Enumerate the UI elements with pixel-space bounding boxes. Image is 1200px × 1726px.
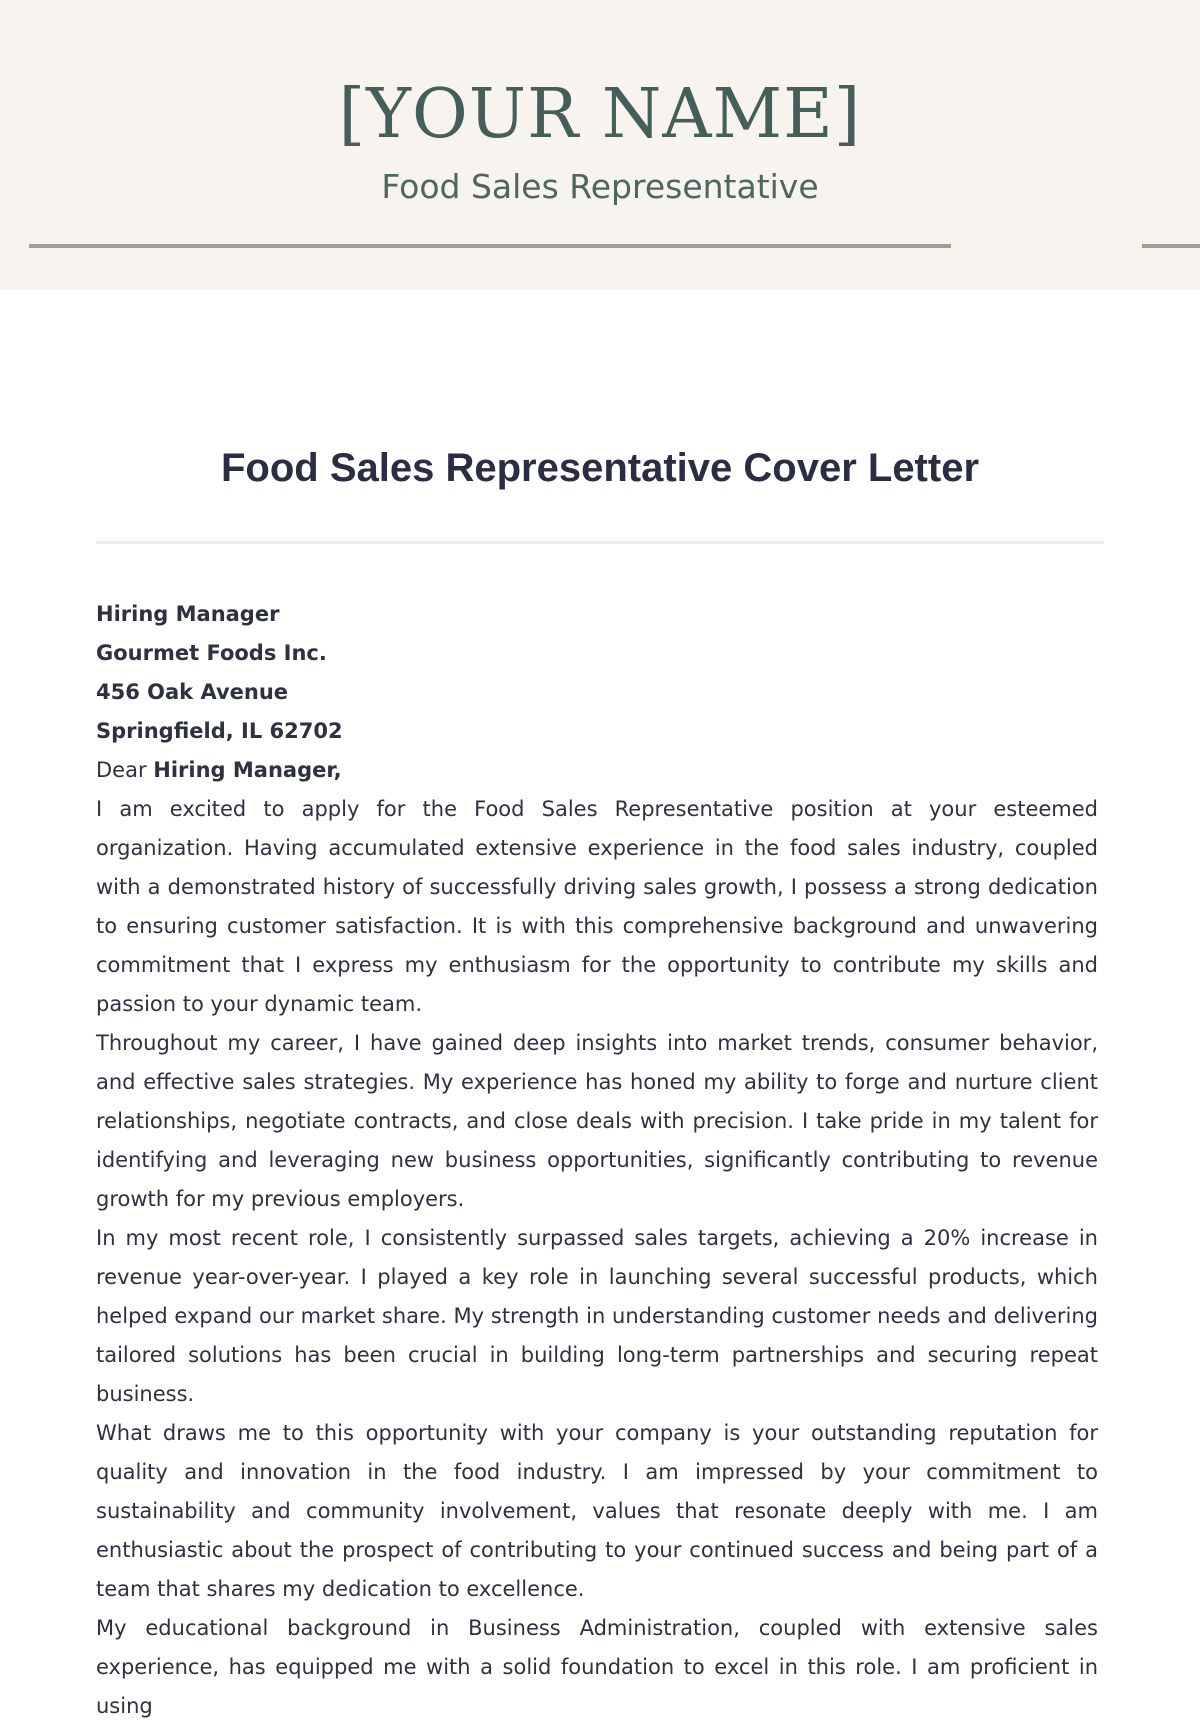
title-divider xyxy=(96,541,1104,544)
paragraph-intro: I am excited to apply for the Food Sales Representative position at your esteemed organization. Having accumulated extensive experience in the food sales industry, coupled with a demonstrated history of successfully driving sales growth, I possess a strong dedication to ensuring customer satisfaction. It is with this comprehensive background and unwavering commitment that I express my enthusiasm for the opportunity to contribute my skills and passion to your dynamic team. xyxy=(96,797,1098,1016)
header-banner xyxy=(0,0,1200,290)
applicant-name: [YOUR NAME] xyxy=(338,75,862,154)
recipient-company: Gourmet Foods Inc. xyxy=(96,641,327,665)
applicant-job-title: Food Sales Representative xyxy=(381,167,819,206)
header-divider-left xyxy=(29,244,951,248)
greeting-name: Hiring Manager, xyxy=(153,758,342,782)
document-title: Food Sales Representative Cover Letter xyxy=(220,446,980,490)
paragraph-education: My educational background in Business Administration, coupled with extensive sales experience, has equipped me with a solid foundation to excel in this role. I am proficient in using xyxy=(96,1616,1098,1718)
recipient-name: Hiring Manager xyxy=(96,602,280,626)
recipient-city: Springfield, IL 62702 xyxy=(96,719,343,743)
letter-body xyxy=(96,595,1098,1726)
paragraph-achievements: In my most recent role, I consistently surpassed sales targets, achieving a 20% increase in revenue year-over-year. I played a key role in launching several successful products, which helped expand our market share. My strength in understanding customer needs and delivering tailored solutions has been crucial in building long-term partnerships and securing repeat business. xyxy=(96,1226,1098,1406)
paragraph-experience: Throughout my career, I have gained deep insights into market trends, consumer behavior, and effective sales strategies. My experience has honed my ability to forge and nurture client relationships, negotiate contracts, and close deals with precision. I take pride in my talent for identifying and leveraging new business opportunities, significantly contributing to revenue growth for my previous employers. xyxy=(96,1031,1098,1211)
header-divider-right xyxy=(1142,244,1200,248)
greeting xyxy=(96,751,1098,790)
greeting-prefix: Dear xyxy=(96,758,154,782)
recipient-street: 456 Oak Avenue xyxy=(96,680,289,704)
paragraph-motivation: What draws me to this opportunity with your company is your outstanding reputation for quality and innovation in the food industry. I am impressed by your commitment to sustainability and community involvement, values that resonate deeply with me. I am enthusiastic about the prospect of contributing to your continued success and being part of a team that shares my dedication to excellence. xyxy=(96,1421,1098,1601)
